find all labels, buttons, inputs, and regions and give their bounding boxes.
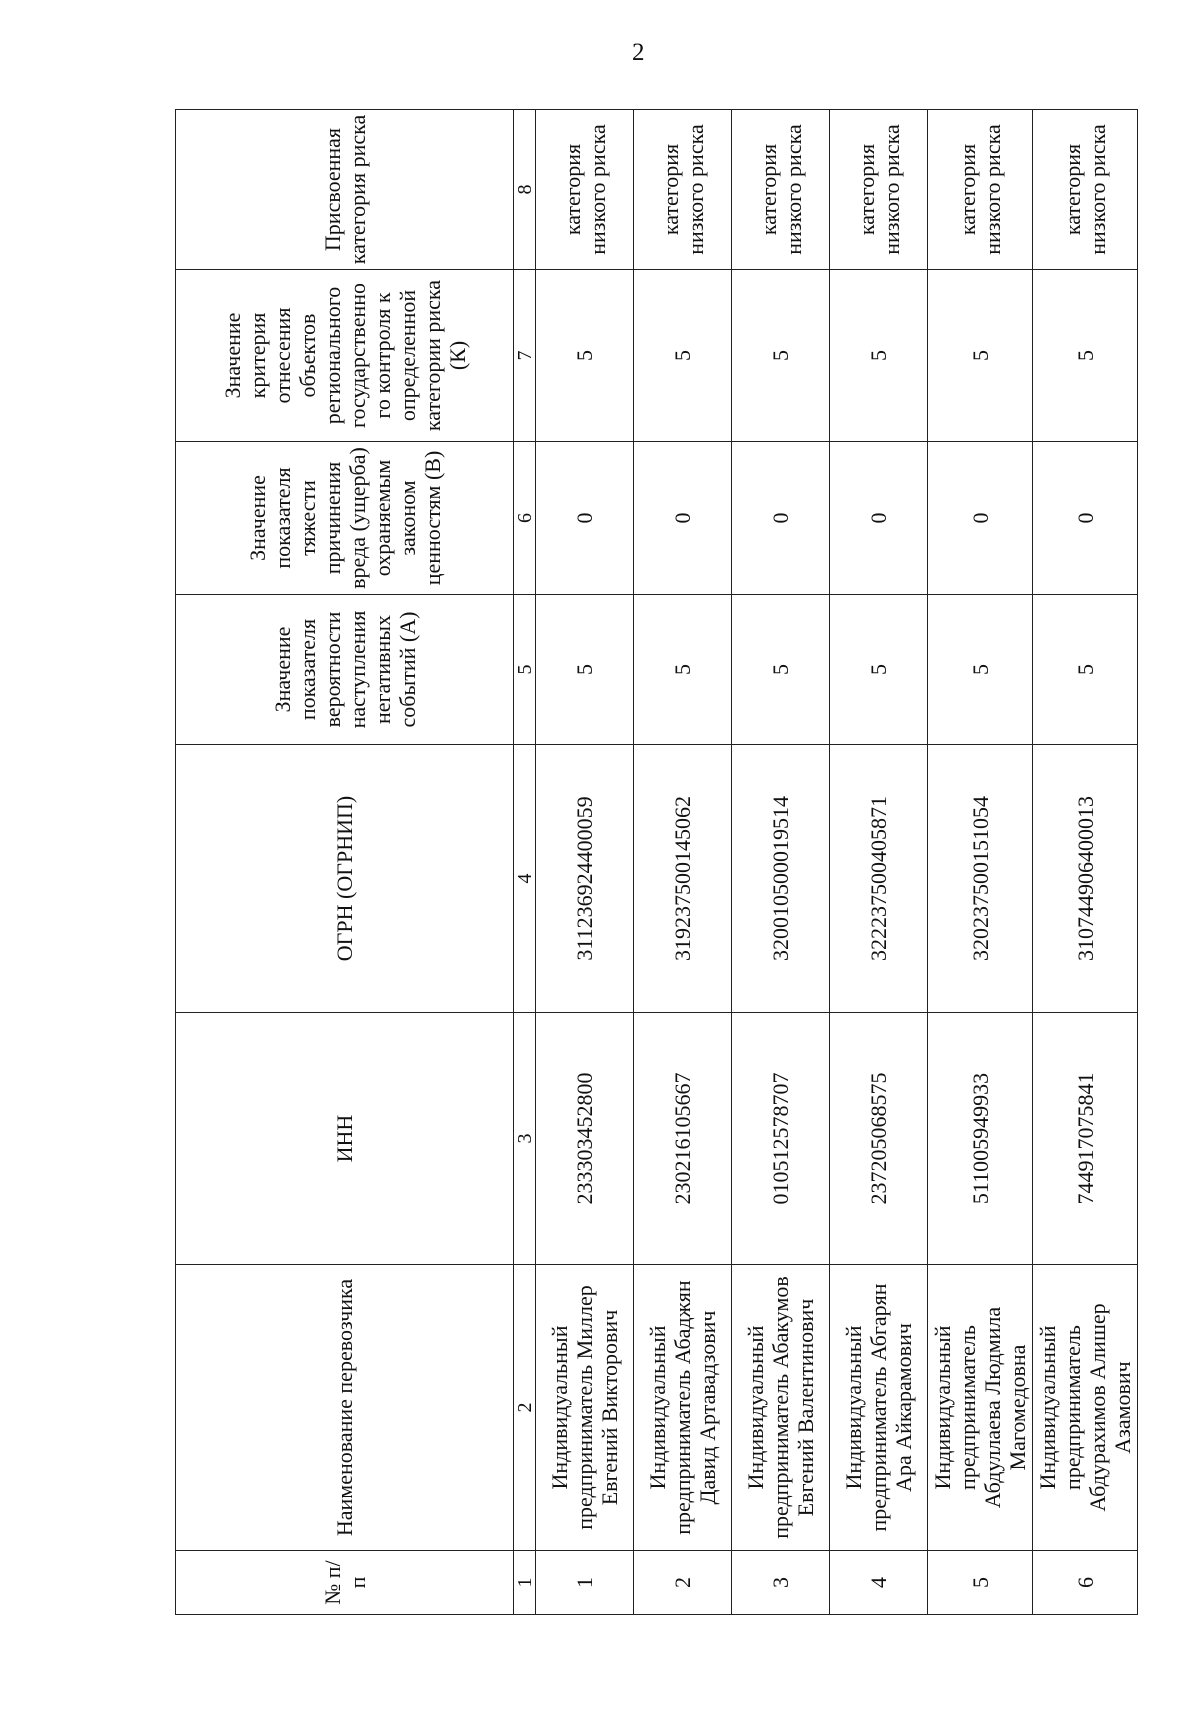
table-row bbox=[1033, 110, 1138, 1615]
criterion-k-value: 5 bbox=[732, 270, 830, 442]
indicator-b-value: 0 bbox=[928, 442, 1033, 595]
header-carrier-name: Наименование перевозчика bbox=[176, 1265, 514, 1551]
inn-value: 230216105667 bbox=[634, 1013, 732, 1265]
column-number: 1 bbox=[514, 1551, 536, 1615]
ogrn-value: 319237500145062 bbox=[634, 745, 732, 1013]
table-row bbox=[830, 110, 928, 1615]
row-number: 1 bbox=[536, 1551, 634, 1615]
indicator-b-value: 0 bbox=[536, 442, 634, 595]
risk-category: категория низкого риска bbox=[634, 110, 732, 270]
column-number: 3 bbox=[514, 1013, 536, 1265]
indicator-a-value: 5 bbox=[536, 595, 634, 745]
carrier-risk-table bbox=[175, 109, 1138, 1615]
page-number: 2 bbox=[632, 39, 645, 66]
header-inn: ИНН bbox=[176, 1013, 514, 1265]
ogrn-value: 322237500405871 bbox=[830, 745, 928, 1013]
indicator-a-value: 5 bbox=[1033, 595, 1138, 745]
indicator-b-value: 0 bbox=[732, 442, 830, 595]
risk-category: категория низкого риска bbox=[830, 110, 928, 270]
table-row bbox=[536, 110, 634, 1615]
indicator-b-value: 0 bbox=[634, 442, 732, 595]
risk-category: категория низкого риска bbox=[928, 110, 1033, 270]
carrier-name: Индивидуальный предприниматель Абаджян Давид Артавадзович bbox=[634, 1265, 732, 1551]
inn-value: 237205068575 bbox=[830, 1013, 928, 1265]
header-ogrn: ОГРН (ОГРНИП) bbox=[176, 745, 514, 1013]
column-number: 7 bbox=[514, 270, 536, 442]
header-indicator-a: Значение показателя вероятности наступления негативных событий (А) bbox=[176, 595, 514, 745]
criterion-k-value: 5 bbox=[830, 270, 928, 442]
ogrn-value: 310744906400013 bbox=[1033, 745, 1138, 1013]
column-number: 8 bbox=[514, 110, 536, 270]
carrier-name: Индивидуальный предприниматель Миллер Евгений Викторович bbox=[536, 1265, 634, 1551]
registry-table-container bbox=[175, 110, 1135, 1615]
indicator-a-value: 5 bbox=[634, 595, 732, 745]
column-number: 2 bbox=[514, 1265, 536, 1551]
table-row bbox=[732, 110, 830, 1615]
table-header-row bbox=[176, 110, 514, 1615]
inn-value: 511005949933 bbox=[928, 1013, 1033, 1265]
table-row bbox=[928, 110, 1033, 1615]
ogrn-value: 311236924400059 bbox=[536, 745, 634, 1013]
header-risk-category: Присвоенная категория риска bbox=[176, 110, 514, 270]
row-number: 5 bbox=[928, 1551, 1033, 1615]
column-number: 4 bbox=[514, 745, 536, 1013]
carrier-name: Индивидуальный предприниматель Абдуллаева Людмила Магомедовна bbox=[928, 1265, 1033, 1551]
row-number: 4 bbox=[830, 1551, 928, 1615]
indicator-a-value: 5 bbox=[830, 595, 928, 745]
criterion-k-value: 5 bbox=[634, 270, 732, 442]
carrier-name: Индивидуальный предприниматель Абгарян Ара Айкарамович bbox=[830, 1265, 928, 1551]
indicator-a-value: 5 bbox=[928, 595, 1033, 745]
criterion-k-value: 5 bbox=[536, 270, 634, 442]
header-indicator-b: Значение показателя тяжести причинения вреда (ущерба) охраняемым законом ценностям (В) bbox=[176, 442, 514, 595]
row-number: 3 bbox=[732, 1551, 830, 1615]
header-criterion-k: Значение критерия отнесения объектов регионального государственно го контроля к определенной категории риска (К) bbox=[176, 270, 514, 442]
carrier-name: Индивидуальный предприниматель Абдурахимов Алишер Азамович bbox=[1033, 1265, 1138, 1551]
criterion-k-value: 5 bbox=[928, 270, 1033, 442]
inn-value: 010512578707 bbox=[732, 1013, 830, 1265]
table-row bbox=[634, 110, 732, 1615]
ogrn-value: 320010500019514 bbox=[732, 745, 830, 1013]
header-number: № п/п bbox=[176, 1551, 514, 1615]
inn-value: 744917075841 bbox=[1033, 1013, 1138, 1265]
risk-category: категория низкого риска bbox=[536, 110, 634, 270]
carrier-name: Индивидуальный предприниматель Абакумов Евгений Валентинович bbox=[732, 1265, 830, 1551]
indicator-b-value: 0 bbox=[1033, 442, 1138, 595]
indicator-a-value: 5 bbox=[732, 595, 830, 745]
indicator-b-value: 0 bbox=[830, 442, 928, 595]
column-number: 6 bbox=[514, 442, 536, 595]
risk-category: категория низкого риска bbox=[1033, 110, 1138, 270]
risk-category: категория низкого риска bbox=[732, 110, 830, 270]
row-number: 6 bbox=[1033, 1551, 1138, 1615]
inn-value: 233303452800 bbox=[536, 1013, 634, 1265]
row-number: 2 bbox=[634, 1551, 732, 1615]
column-number: 5 bbox=[514, 595, 536, 745]
ogrn-value: 320237500151054 bbox=[928, 745, 1033, 1013]
column-number-row bbox=[514, 110, 536, 1615]
criterion-k-value: 5 bbox=[1033, 270, 1138, 442]
